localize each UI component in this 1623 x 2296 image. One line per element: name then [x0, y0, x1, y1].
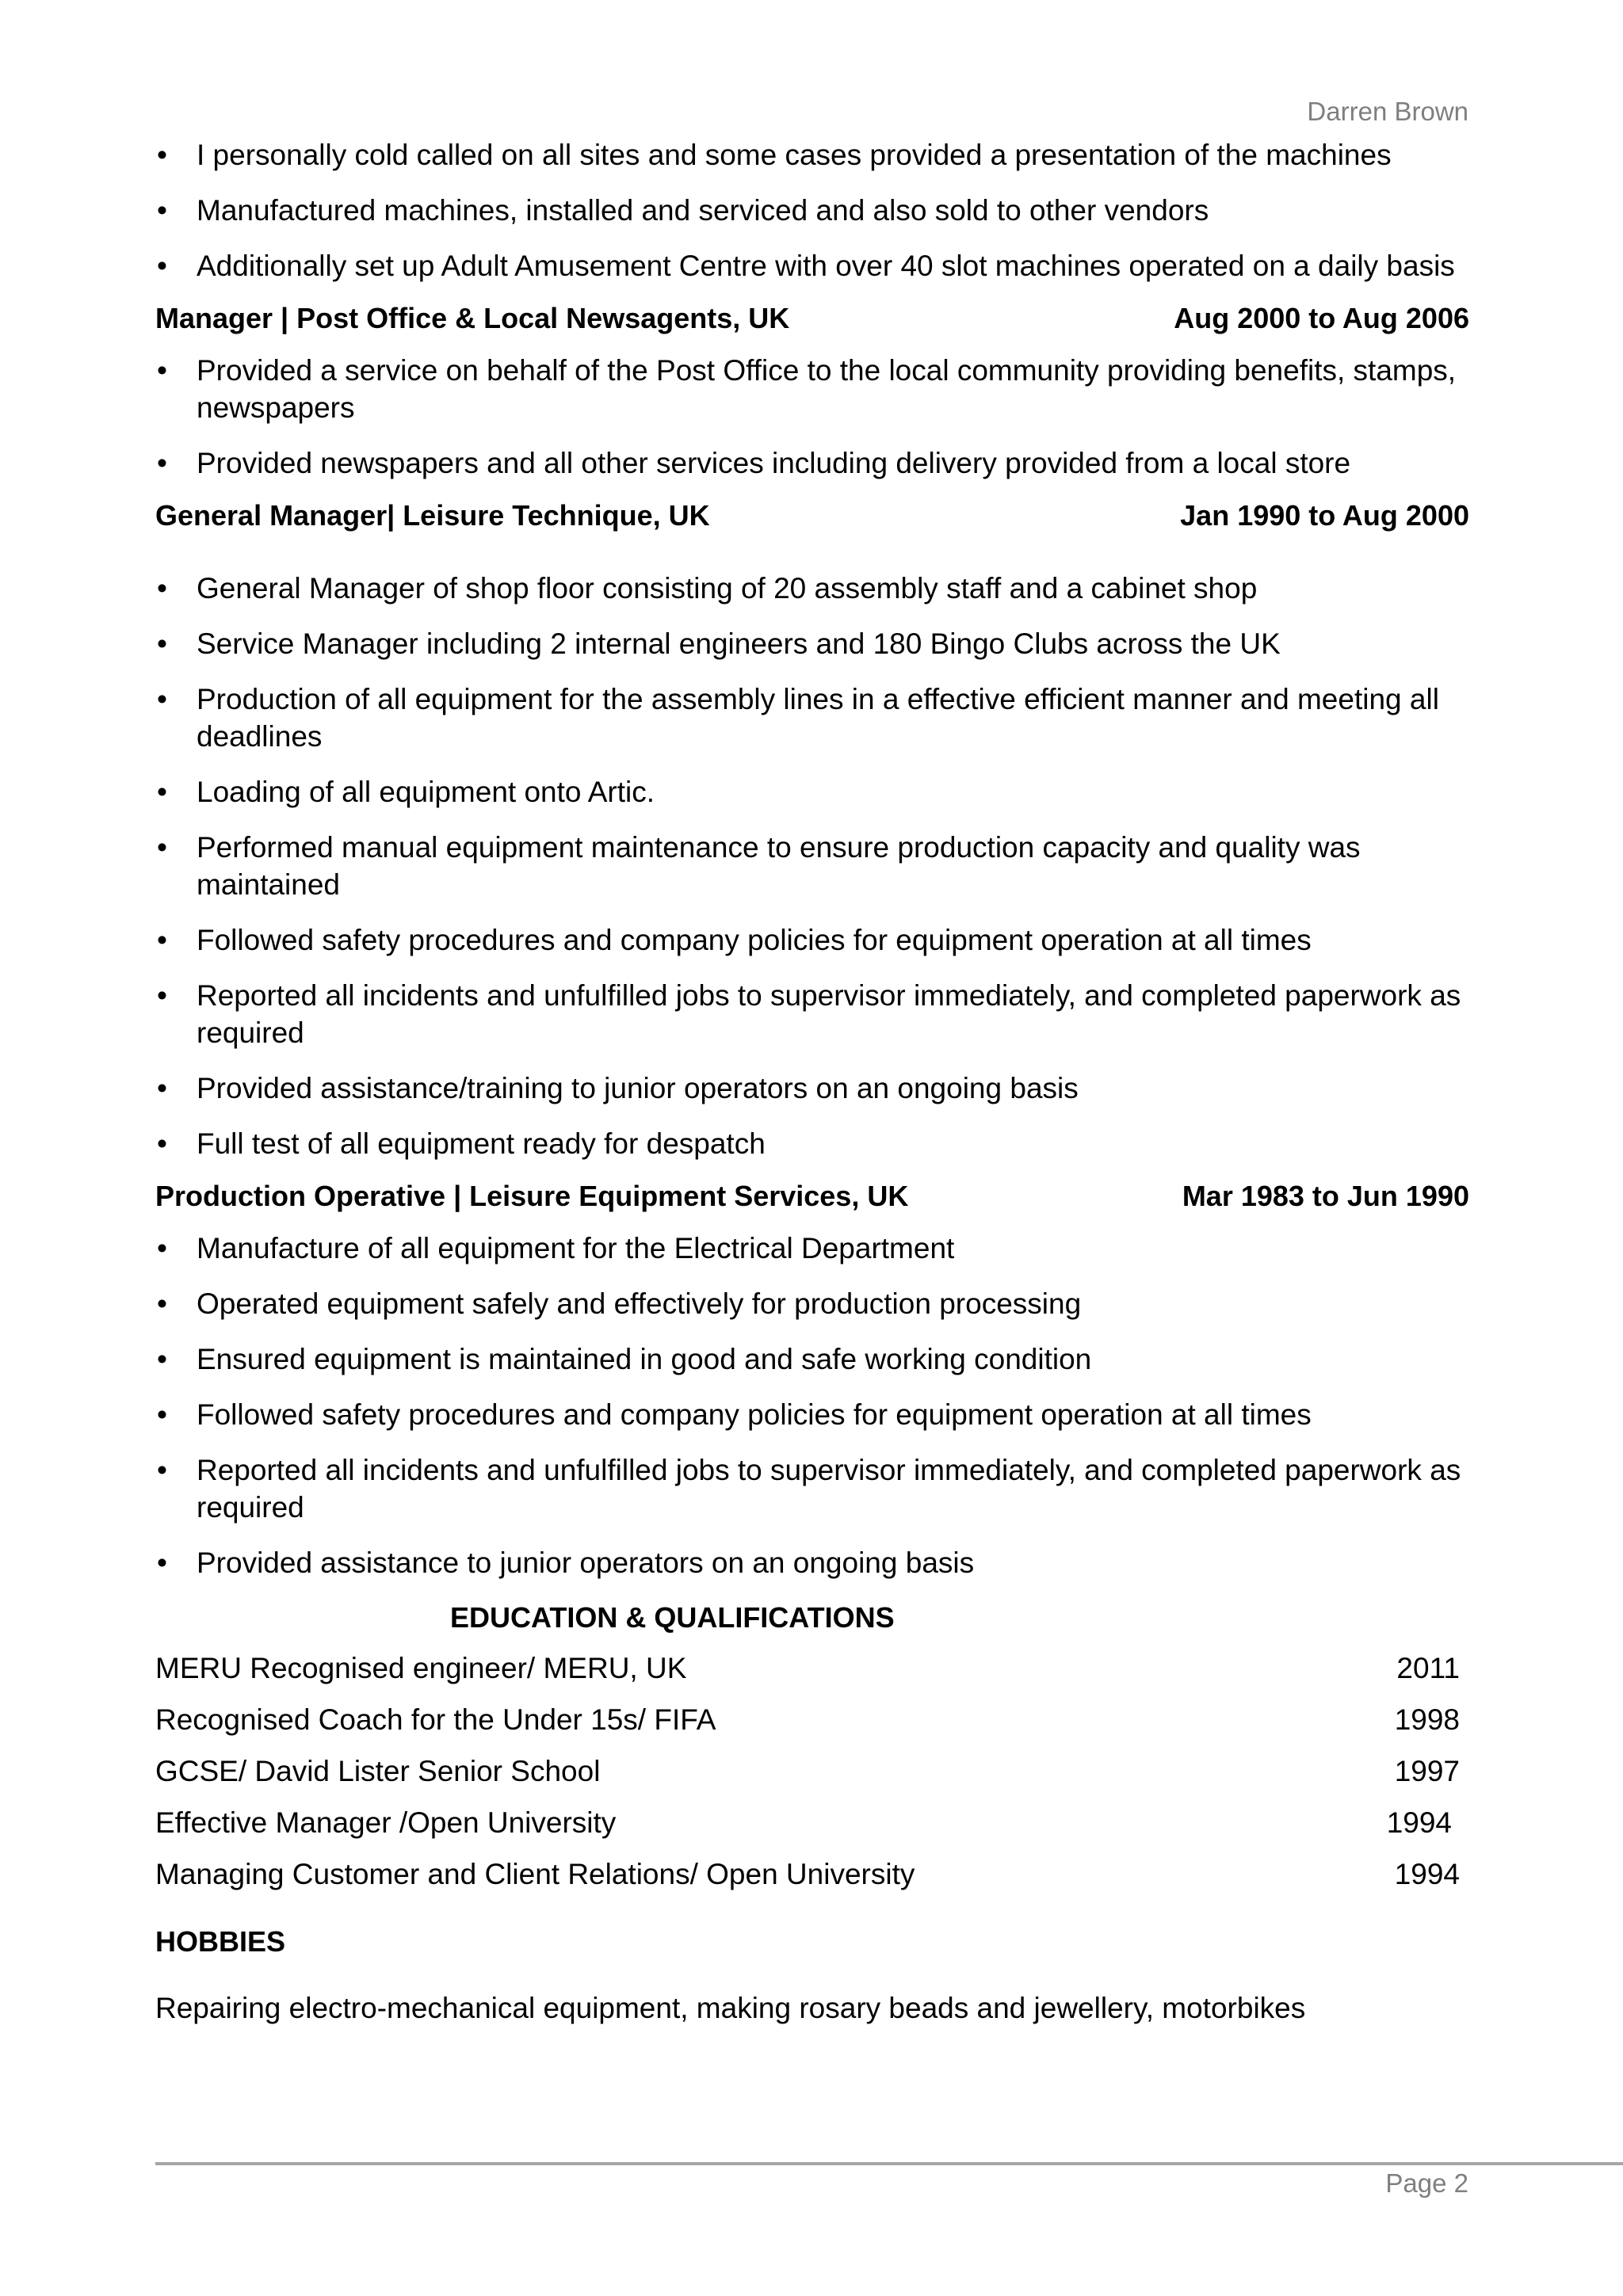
list-item: • Manufactured machines, installed and serviced and also sold to other vendors: [155, 192, 1469, 229]
list-item: • Provided assistance to junior operators on an ongoing basis: [155, 1544, 1469, 1581]
list-item: • Loading of all equipment onto Artic.: [155, 773, 1469, 810]
list-item: • Manufacture of all equipment for the Electrical Department: [155, 1230, 1469, 1267]
qualification-name: MERU Recognised engineer/ MERU, UK: [155, 1652, 687, 1684]
job-dates: Aug 2000 to Aug 2006: [1174, 302, 1469, 334]
qualification-year: 2011: [1396, 1652, 1460, 1684]
hobbies-text: Repairing electro-mechanical equipment, making rosary beads and jewellery, motorbikes: [155, 1992, 1306, 2024]
footer-divider: [155, 2162, 1623, 2165]
job-dates: Mar 1983 to Jun 1990: [1182, 1180, 1469, 1212]
job-dates: Jan 1990 to Aug 2000: [1180, 499, 1469, 532]
page-number: Page 2: [1385, 2168, 1468, 2198]
list-item: • Followed safety procedures and company policies for equipment operation at all times: [155, 921, 1469, 959]
hobbies-section-title: HOBBIES: [155, 1925, 286, 1958]
education-row: [155, 1701, 1469, 1738]
qualification-name: Managing Customer and Client Relations/ Open University: [155, 1858, 915, 1890]
intro-bullet-list: [155, 136, 1469, 284]
list-item: • Followed safety procedures and company policies for equipment operation at all times: [155, 1396, 1469, 1433]
list-item: • Production of all equipment for the assembly lines in a effective efficient manner and meeting all deadlines: [155, 681, 1469, 755]
page-content: [155, 136, 1469, 2027]
list-item: • Additionally set up Adult Amusement Centre with over 40 slot machines operated on a daily basis: [155, 247, 1469, 284]
qualification-name: Effective Manager /Open University: [155, 1806, 617, 1839]
job-header: [155, 301, 1469, 336]
job-header: [155, 1179, 1469, 1214]
education-row: [155, 1804, 1469, 1841]
education-list: [155, 1650, 1469, 1893]
job-bullet-list: [155, 570, 1469, 1162]
header-name: Darren Brown: [1307, 97, 1468, 126]
job-title: General Manager| Leisure Technique, UK: [155, 499, 710, 532]
list-item: • Reported all incidents and unfulfilled jobs to supervisor immediately, and completed paperwork as required: [155, 1451, 1469, 1526]
job-bullet-list: [155, 352, 1469, 482]
qualification-year: 1994: [1394, 1858, 1460, 1890]
list-item: • Performed manual equipment maintenance to ensure production capacity and quality was maintained: [155, 829, 1469, 903]
qualification-year: 1998: [1394, 1703, 1460, 1736]
job-title: Production Operative | Leisure Equipment Services, UK: [155, 1180, 909, 1212]
list-item: • Provided newspapers and all other services including delivery provided from a local store: [155, 444, 1469, 482]
education-section-title: EDUCATION & QUALIFICATIONS: [450, 1601, 895, 1634]
job-bullet-list: [155, 1230, 1469, 1581]
list-item: • Reported all incidents and unfulfilled jobs to supervisor immediately, and completed paperwork as required: [155, 977, 1469, 1051]
job-title: Manager | Post Office & Local Newsagents, UK: [155, 302, 790, 334]
list-item: • Ensured equipment is maintained in good and safe working condition: [155, 1341, 1469, 1378]
qualification-name: Recognised Coach for the Under 15s/ FIFA: [155, 1703, 716, 1736]
education-row: [155, 1855, 1469, 1893]
list-item: • Provided a service on behalf of the Post Office to the local community providing benefits, stamps, newspapers: [155, 352, 1469, 426]
qualification-name: GCSE/ David Lister Senior School: [155, 1755, 601, 1787]
list-item: • General Manager of shop floor consisting of 20 assembly staff and a cabinet shop: [155, 570, 1469, 607]
education-row: [155, 1753, 1469, 1790]
list-item: • Operated equipment safely and effectively for production processing: [155, 1285, 1469, 1322]
list-item: • Service Manager including 2 internal engineers and 180 Bingo Clubs across the UK: [155, 625, 1469, 662]
qualification-year: 1994: [1386, 1806, 1452, 1839]
list-item: • Full test of all equipment ready for despatch: [155, 1125, 1469, 1162]
list-item: • I personally cold called on all sites and some cases provided a presentation of the machines: [155, 136, 1469, 174]
education-row: [155, 1650, 1469, 1687]
job-header: [155, 498, 1469, 533]
qualification-year: 1997: [1394, 1755, 1460, 1787]
list-item: • Provided assistance/training to junior operators on an ongoing basis: [155, 1070, 1469, 1107]
